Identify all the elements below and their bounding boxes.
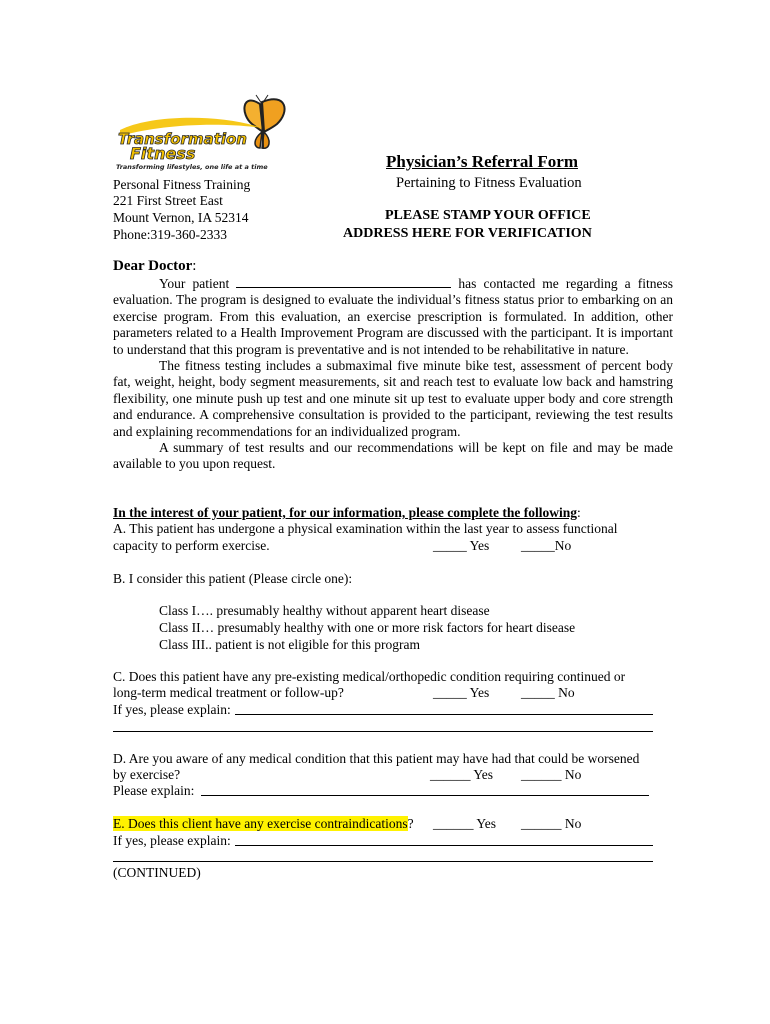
address-phone: Phone:319-360-2333 bbox=[113, 227, 227, 242]
question-e-yes[interactable]: ______ Yes bbox=[433, 816, 497, 831]
stamp-instruction-1: PLEASE STAMP YOUR OFFICE bbox=[385, 208, 591, 223]
letter-body bbox=[113, 276, 673, 473]
question-c-no[interactable]: _____ No bbox=[521, 685, 575, 700]
form-subtitle: Pertaining to Fitness Evaluation bbox=[396, 175, 582, 191]
question-e-explain-field-2[interactable] bbox=[113, 861, 653, 862]
question-a-no[interactable]: _____No bbox=[521, 538, 572, 553]
question-c-yes[interactable]: _____ Yes bbox=[433, 685, 490, 700]
question-a-line1: A. This patient has undergone a physical examination within the last year to assess functional bbox=[113, 521, 618, 536]
question-e-no[interactable]: ______ No bbox=[521, 816, 582, 831]
transformation-fitness-logo bbox=[112, 92, 292, 172]
class-1-option[interactable]: Class I…. presumably healthy without apparent heart disease bbox=[159, 603, 490, 618]
stamp-instruction-2: ADDRESS HERE FOR VERIFICATION bbox=[343, 226, 592, 241]
class-2-option[interactable]: Class II… presumably healthy with one or more risk factors for heart disease bbox=[159, 620, 576, 635]
question-d-line2: by exercise? bbox=[113, 767, 181, 782]
question-c-explain-field[interactable] bbox=[235, 714, 653, 715]
patient-name-field[interactable] bbox=[236, 276, 451, 288]
question-b: B. I consider this patient (Please circle one): bbox=[113, 571, 353, 586]
question-a-line2: capacity to perform exercise. bbox=[113, 538, 270, 553]
questions-intro: In the interest of your patient, for our information, please complete the following: bbox=[113, 505, 581, 520]
logo-tagline: Transforming lifestyles, one life at a time bbox=[116, 163, 268, 171]
continued-note: (CONTINUED) bbox=[113, 865, 201, 880]
logo-line2: Fitness bbox=[130, 144, 196, 163]
question-d-explain-label: Please explain: bbox=[113, 783, 195, 798]
greeting: Dear Doctor: bbox=[113, 258, 197, 274]
question-c-explain-label: If yes, please explain: bbox=[113, 702, 231, 717]
question-d-yes[interactable]: ______ Yes bbox=[430, 767, 494, 782]
question-e-line: E. Does this client have any exercise contraindications? bbox=[113, 816, 414, 831]
address-line-3: Mount Vernon, IA 52314 bbox=[113, 210, 249, 225]
question-c-explain-field-2[interactable] bbox=[113, 731, 653, 732]
paragraph-3: A summary of test results and our recommendations will be kept on file and may be made available to you upon request. bbox=[113, 440, 673, 472]
question-c-line2: long-term medical treatment or follow-up? bbox=[113, 685, 344, 700]
question-d-line1: D. Are you aware of any medical condition that this patient may have had that could be worsened bbox=[113, 751, 640, 766]
question-a-yes[interactable]: _____ Yes bbox=[433, 538, 490, 553]
address-line-2: 221 First Street East bbox=[113, 193, 223, 208]
address-line-1: Personal Fitness Training bbox=[113, 177, 251, 192]
question-e-explain-label: If yes, please explain: bbox=[113, 833, 231, 848]
question-c-line1: C. Does this patient have any pre-existing medical/orthopedic condition requiring continued or bbox=[113, 669, 626, 684]
question-d-no[interactable]: ______ No bbox=[521, 767, 582, 782]
paragraph-1: Your patient has contacted me regarding a fitness evaluation. The program is designed to evaluate the individual’s fitness status prior to embarking on an exercise program. From this evaluation, an exercise prescription is formulated. In addition, other parameters related to a Health Improvement Program are discussed with the participant. It is important to understand that this program is preventative and is not intended to be rehabilitative in nature. bbox=[113, 276, 673, 357]
paragraph-2: The fitness testing includes a submaximal five minute bike test, assessment of percent body fat, weight, height, body segment measurements, sit and reach test to evaluate low back and hamstring flexibility, one minute push up test and one minute sit up test to evaluate upper body and core strength and endurance. A comprehensive consultation is provided to the participant, reviewing the test results and explaining recommendations for an individualized program. bbox=[113, 358, 673, 439]
question-e-explain-field[interactable] bbox=[235, 845, 653, 846]
logo-line1: Transformation bbox=[118, 130, 247, 148]
butterfly-icon bbox=[244, 95, 284, 148]
form-title: Physician’s Referral Form bbox=[386, 152, 578, 171]
class-3-option[interactable]: Class III.. patient is not eligible for this program bbox=[159, 637, 420, 652]
question-d-explain-field[interactable] bbox=[201, 795, 649, 796]
